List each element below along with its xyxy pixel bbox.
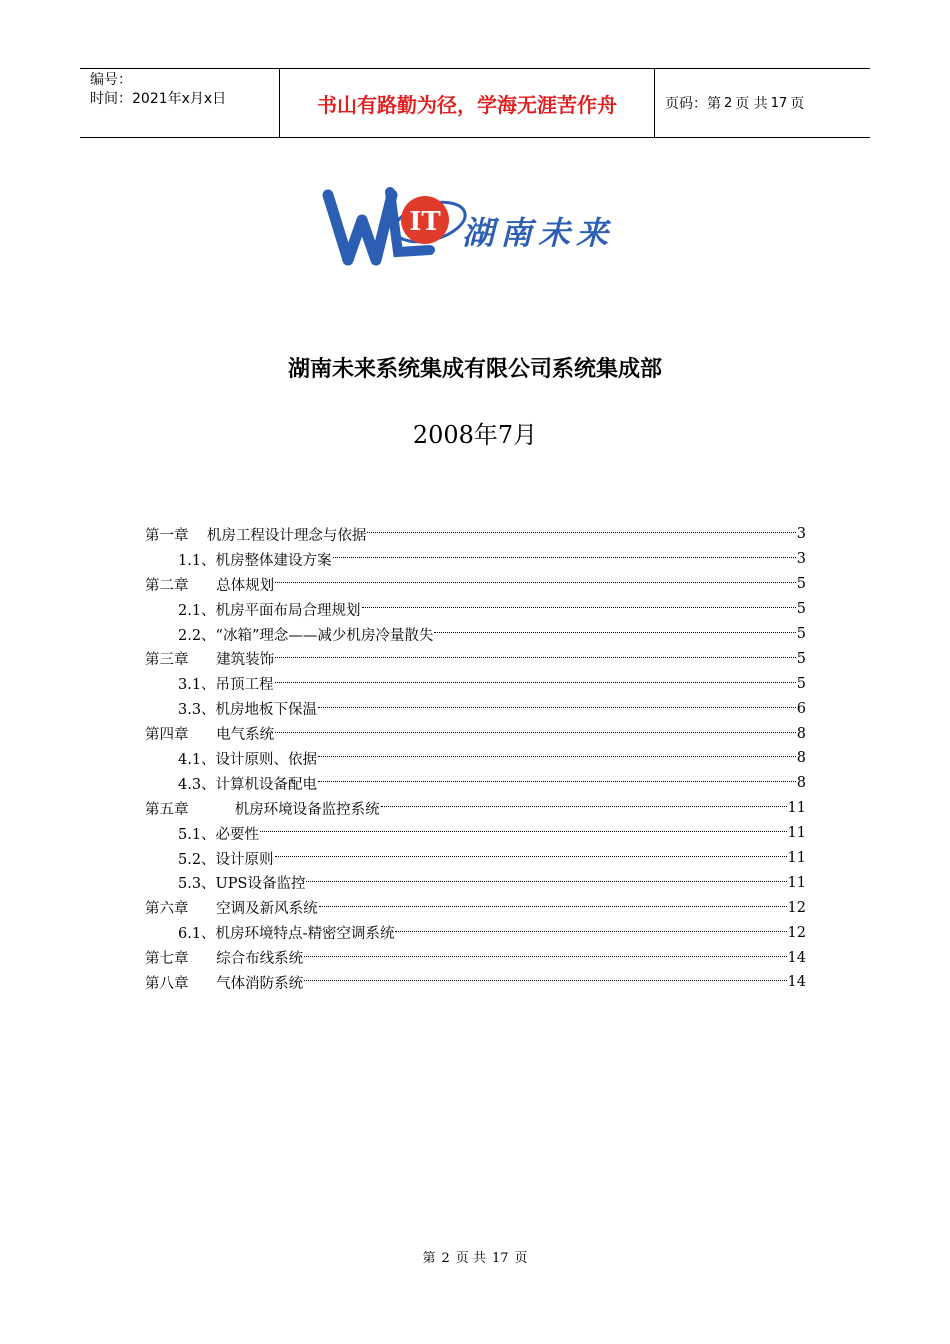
toc-entry-page: 8 xyxy=(796,775,806,792)
toc-leader-dots xyxy=(381,805,787,807)
toc-entry-label: 4.3、计算机设备配电 xyxy=(178,776,318,793)
table-of-contents xyxy=(145,522,806,995)
toc-entry[interactable] xyxy=(145,846,806,871)
logo-badge-text: IT xyxy=(409,207,441,237)
toc-entry-label: 第一章 机房工程设计理念与依据 xyxy=(145,527,367,544)
toc-entry[interactable] xyxy=(145,721,806,746)
footer-current: 2 xyxy=(441,1251,450,1266)
logo-name: 湖南未来 xyxy=(462,214,615,252)
page-footer xyxy=(0,1247,950,1266)
header-meta xyxy=(80,69,280,137)
toc-entry[interactable] xyxy=(145,597,806,622)
toc-leader-dots xyxy=(304,979,786,981)
toc-entry[interactable] xyxy=(145,970,806,995)
toc-leader-dots xyxy=(395,930,786,932)
toc-entry[interactable] xyxy=(145,746,806,771)
page-total: 17 xyxy=(770,95,788,111)
document-date: 2008年7月 xyxy=(412,421,538,449)
toc-entry-page: 5 xyxy=(796,675,806,692)
toc-leader-dots xyxy=(275,656,796,658)
toc-entry-page: 11 xyxy=(787,850,806,867)
toc-entry-label: 3.3、机房地板下保温 xyxy=(178,702,318,719)
toc-leader-dots xyxy=(333,556,796,558)
toc-entry-label: 第三章 建筑装饰 xyxy=(145,652,275,669)
toc-leader-dots xyxy=(367,531,795,533)
toc-leader-dots xyxy=(275,731,796,733)
toc-entry-label: 第六章 空调及新风系统 xyxy=(145,901,318,918)
page-prefix: 页码：第 xyxy=(665,96,721,112)
toc-leader-dots xyxy=(318,780,796,782)
page-current: 2 xyxy=(724,95,733,111)
time-line: 时间：2021年x月x日 xyxy=(90,91,227,107)
header-page-info xyxy=(655,69,870,137)
toc-entry[interactable] xyxy=(145,920,806,945)
toc-leader-dots xyxy=(260,830,786,832)
toc-entry-label: 第七章 综合布线系统 xyxy=(145,951,304,968)
toc-entry-page: 12 xyxy=(787,924,806,941)
toc-entry-page: 3 xyxy=(796,551,806,568)
header-motto: 书山有路勤为径，学海无涯苦作舟 xyxy=(280,69,655,137)
toc-entry-page: 5 xyxy=(796,626,806,642)
company-title: 湖南未来系统集成有限公司系统集成部 xyxy=(287,357,662,382)
toc-leader-dots xyxy=(362,606,796,608)
toc-leader-dots xyxy=(275,681,796,683)
toc-entry-label: 1.1、机房整体建设方案 xyxy=(178,552,332,569)
toc-entry[interactable] xyxy=(145,646,806,671)
toc-leader-dots xyxy=(318,755,796,757)
toc-entry-label: 第四章 电气系统 xyxy=(145,727,275,744)
toc-entry-label: 6.1、机房环境特点-精密空调系统 xyxy=(178,926,395,943)
serial-label: 编号： xyxy=(90,72,132,88)
toc-entry-page: 11 xyxy=(787,874,806,891)
toc-entry-label: 5.1、必要性 xyxy=(178,826,260,843)
toc-entry-page: 8 xyxy=(796,750,806,767)
toc-entry[interactable] xyxy=(145,821,806,846)
page-header xyxy=(80,68,870,138)
toc-leader-dots xyxy=(306,880,786,882)
toc-entry[interactable] xyxy=(145,796,806,821)
toc-entry[interactable] xyxy=(145,870,806,895)
toc-leader-dots xyxy=(319,905,787,907)
toc-entry-label: 第八章 气体消防系统 xyxy=(145,975,304,992)
toc-entry[interactable] xyxy=(145,696,806,721)
toc-entry-label: 5.2、设计原则 xyxy=(178,851,274,868)
toc-entry-label: 4.1、设计原则、依据 xyxy=(178,751,318,768)
toc-entry-page: 5 xyxy=(796,650,806,667)
footer-suffix: 页 xyxy=(514,1251,528,1266)
toc-entry-page: 11 xyxy=(787,800,806,817)
toc-entry-page: 12 xyxy=(787,899,806,916)
toc-entry-page: 14 xyxy=(787,949,806,966)
page-suffix: 页 xyxy=(790,96,805,112)
toc-entry[interactable] xyxy=(145,945,806,970)
page-mid: 页 共 xyxy=(735,96,768,112)
toc-entry-label: 2.2、“冰箱”理念——减少机房冷量散失 xyxy=(178,627,434,644)
toc-leader-dots xyxy=(275,855,787,857)
toc-leader-dots xyxy=(275,581,796,583)
toc-entry-page: 3 xyxy=(796,526,806,543)
toc-entry-label: 第五章 机房环境设备监控系统 xyxy=(145,801,380,818)
toc-entry[interactable] xyxy=(145,522,806,547)
footer-prefix: 第 xyxy=(422,1251,436,1266)
toc-entry[interactable] xyxy=(145,572,806,597)
footer-mid: 页 共 xyxy=(455,1251,486,1266)
toc-entry-page: 11 xyxy=(787,825,806,842)
toc-entry-page: 5 xyxy=(796,576,806,593)
toc-entry-page: 8 xyxy=(796,725,806,742)
toc-entry[interactable] xyxy=(145,895,806,920)
toc-entry[interactable] xyxy=(145,671,806,696)
toc-entry[interactable] xyxy=(145,547,806,572)
toc-entry-label: 5.3、UPS设备监控 xyxy=(178,876,306,893)
footer-total: 17 xyxy=(491,1251,509,1266)
toc-entry-label: 2.1、机房平面布局合理规划 xyxy=(178,602,361,619)
toc-entry[interactable] xyxy=(145,771,806,796)
toc-entry-page: 14 xyxy=(787,974,806,991)
toc-leader-dots xyxy=(318,706,796,708)
toc-entry-page: 6 xyxy=(796,700,806,717)
toc-entry-page: 5 xyxy=(796,601,806,618)
toc-entry[interactable] xyxy=(145,622,806,647)
toc-leader-dots xyxy=(434,631,795,633)
toc-entry-label: 3.1、吊顶工程 xyxy=(178,677,274,694)
toc-entry-label: 第二章 总体规划 xyxy=(145,577,275,594)
toc-leader-dots xyxy=(304,955,786,957)
